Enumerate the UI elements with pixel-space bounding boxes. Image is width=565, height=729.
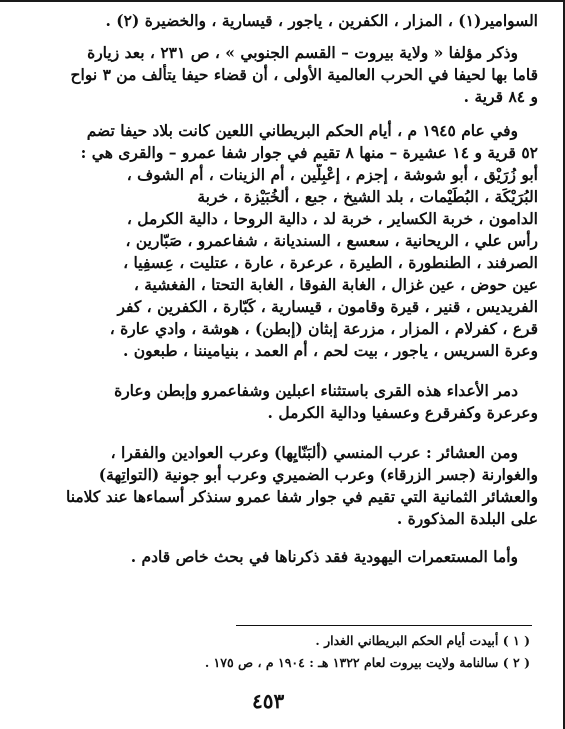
footnote-1: ( ١ ) أبيدت أيام الحكم البريطاني الغدار . [315, 633, 530, 648]
text-line: وعرة السريس ، ياجور ، بيت لحم ، أم العمد ، بنياميننا ، طبعون . [122, 341, 538, 360]
text-line: والعشائر الثمانية التي تقيم في جوار شفا عمرو سنذكر أسماءها عند كلامنا [65, 487, 538, 506]
text-line: وأما المستعمرات اليهودية فقد ذكرناها في بحث خاص قادم . [130, 547, 518, 566]
text-line: السوامير(١) ، المزار ، الكفرين ، ياجور ، قيسارية ، والخضيرة (٢) . [105, 11, 538, 30]
text-line: الدامون ، خربة الكساير ، خربة لد ، دالية الروحا ، دالية الكرمل ، [126, 209, 538, 228]
page-number: ٤٥٣ [252, 689, 285, 713]
text-line: الصرفند ، الطنطورة ، الطيرة ، عرعرة ، عارة ، عتليت ، عِسفِيا ، [123, 253, 538, 272]
text-line: وذكر مؤلفا « ولاية بيروت – القسم الجنوبي » ، ص ٢٣١ ، بعد زيارة [87, 43, 518, 62]
text-line: دمر الأعداء هذه القرى باستثناء اعبلين وشفاعمرو وإبطن وعارة [114, 381, 518, 400]
text-line: أبو زُرَيْق ، أبو شوشة ، إجزم ، إعْبِلّين ، أم الزينات ، أم الشوف ، [126, 165, 538, 184]
text-line: وعرعرة وكفرقرع وعسفيا ودالية الكرمل . [267, 403, 538, 422]
text-line: الفريديس ، قنير ، قيرة وقامون ، قيسارية ، كَبّارة ، الكفرين ، كفر [117, 297, 538, 316]
text-line: رأس علي ، الريحانية ، سعسع ، السنديانة ، شفاعمرو ، صَبّارين ، [125, 231, 538, 250]
text-line: عين حوض ، عين غزال ، الغابة الفوقا ، الغابة التحتا ، الفغشية ، [133, 275, 538, 294]
text-line: و ٨٤ قرية . [463, 87, 538, 106]
text-line: قاما بها لحيفا في الحرب العالمية الأولى ، أن قضاء حيفا يتألف من ٣ نواح [70, 65, 538, 84]
text-line: ومن العشائر : عرب المنسي (ألبَنّايِها) وعرب العوادين والفقرا ، [110, 443, 518, 462]
text-line: ٥٢ قرية و ١٤ عشيرة – منها ٨ تقيم في جوار شفا عمرو – والقرى هي : [80, 143, 538, 162]
text-line: على البلدة المذكورة . [396, 509, 538, 528]
text-line: البُرَيْكَة ، البُطَيْمات ، بلد الشيخ ، جبع ، ألخُبَيْزة ، خربة [197, 187, 538, 206]
text-line: والغوارنة (جسر الزرقاء) وعرب الضميري وعرب أبو جونية (التواتِهة) [98, 465, 538, 484]
text-line: وفي عام ١٩٤٥ م ، أيام الحكم البريطاني اللعين كانت بلاد حيفا تضم [86, 121, 518, 140]
window-frame-top [0, 0, 565, 2]
footnote-separator [236, 625, 532, 626]
footnote-2: ( ٢ ) سالنامة ولايت بيروت لعام ١٣٢٢ هـ : ١٩٠٤ م ، ص ١٧٥ . [204, 655, 530, 670]
text-line: قرع ، كفرلام ، المزار ، مزرعة إبثان (إبطن) ، هوشة ، وادي عارة ، [109, 319, 538, 338]
